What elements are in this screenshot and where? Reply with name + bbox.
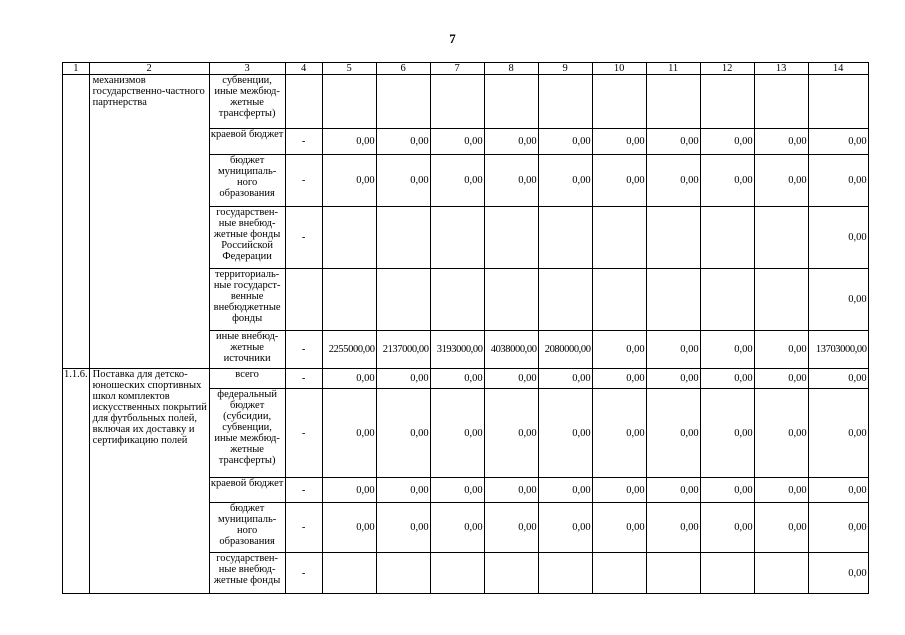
amount-cell (646, 207, 700, 269)
amount-cell: 0,00 (808, 129, 868, 155)
column-4-mark: - (285, 389, 322, 478)
amount-cell (538, 553, 592, 594)
amount-cell: 0,00 (808, 478, 868, 503)
amount-cell: 0,00 (592, 389, 646, 478)
amount-cell: 0,00 (376, 155, 430, 207)
item-name: Поставка для детско-юношеских спортивных школ комплектов искусственных покрытий для футбольных полей, включая их доставку и сертификацию полей (89, 369, 209, 594)
amount-cell: 0,00 (700, 478, 754, 503)
amount-cell (484, 75, 538, 129)
amount-cell (430, 75, 484, 129)
amount-cell: 0,00 (376, 503, 430, 553)
amount-cell: 0,00 (484, 369, 538, 389)
amount-cell: 0,00 (484, 503, 538, 553)
column-4-mark: - (285, 155, 322, 207)
amount-cell: 0,00 (646, 129, 700, 155)
amount-cell: 4038000,00 (484, 331, 538, 369)
amount-cell: 0,00 (430, 369, 484, 389)
amount-cell: 0,00 (646, 369, 700, 389)
amount-cell: 0,00 (376, 369, 430, 389)
amount-cell: 0,00 (646, 503, 700, 553)
amount-cell: 0,00 (754, 129, 808, 155)
header-row (63, 63, 869, 75)
page-number: 7 (449, 31, 456, 46)
amount-cell: 0,00 (754, 503, 808, 553)
amount-cell: 2255000,00 (322, 331, 376, 369)
funding-source: бюджет муниципаль-ного образования (209, 155, 285, 207)
amount-cell: 0,00 (808, 369, 868, 389)
column-header-7: 7 (430, 63, 484, 75)
amount-cell (700, 207, 754, 269)
amount-cell: 0,00 (538, 478, 592, 503)
column-4-mark (285, 75, 322, 129)
amount-cell: 0,00 (376, 129, 430, 155)
amount-cell: 0,00 (700, 129, 754, 155)
column-header-12: 12 (700, 63, 754, 75)
amount-cell: 0,00 (430, 155, 484, 207)
amount-cell (700, 269, 754, 331)
amount-cell (646, 269, 700, 331)
amount-cell (376, 269, 430, 331)
amount-cell: 0,00 (322, 369, 376, 389)
column-header-2: 2 (89, 63, 209, 75)
amount-cell: 0,00 (646, 331, 700, 369)
amount-cell: 0,00 (376, 478, 430, 503)
amount-cell (808, 75, 868, 129)
item-name: механизмов государственно-частного партнерства (89, 75, 209, 369)
amount-cell (484, 269, 538, 331)
column-header-10: 10 (592, 63, 646, 75)
amount-cell: 0,00 (808, 389, 868, 478)
amount-cell: 0,00 (430, 503, 484, 553)
amount-cell: 0,00 (754, 389, 808, 478)
amount-cell: 0,00 (808, 207, 868, 269)
column-4-mark: - (285, 369, 322, 389)
funding-source: федеральный бюджет (субсидии, субвенции, иные межбюд-жетные трансферты) (209, 389, 285, 478)
amount-cell: 0,00 (592, 155, 646, 207)
funding-source: иные внебюд-жетные источники (209, 331, 285, 369)
amount-cell: 2080000,00 (538, 331, 592, 369)
amount-cell (322, 75, 376, 129)
amount-cell: 0,00 (646, 155, 700, 207)
amount-cell: 0,00 (538, 503, 592, 553)
amount-cell (538, 207, 592, 269)
amount-cell: 0,00 (700, 389, 754, 478)
amount-cell (592, 269, 646, 331)
amount-cell: 0,00 (700, 331, 754, 369)
amount-cell: 0,00 (484, 129, 538, 155)
amount-cell (592, 553, 646, 594)
column-header-11: 11 (646, 63, 700, 75)
funding-source: бюджет муниципаль-ного образования (209, 503, 285, 553)
amount-cell: 0,00 (430, 478, 484, 503)
amount-cell: 0,00 (322, 129, 376, 155)
amount-cell (592, 75, 646, 129)
column-4-mark: - (285, 129, 322, 155)
amount-cell: 0,00 (376, 389, 430, 478)
item-number: 1.1.6. (63, 369, 90, 594)
column-header-6: 6 (376, 63, 430, 75)
amount-cell: 0,00 (808, 553, 868, 594)
budget-table (62, 62, 869, 594)
amount-cell: 0,00 (592, 369, 646, 389)
column-4-mark: - (285, 553, 322, 594)
amount-cell: 0,00 (646, 478, 700, 503)
item-number (63, 75, 90, 369)
column-header-14: 14 (808, 63, 868, 75)
amount-cell: 0,00 (538, 155, 592, 207)
amount-cell: 0,00 (430, 129, 484, 155)
column-header-4: 4 (285, 63, 322, 75)
column-4-mark (285, 269, 322, 331)
column-header-3: 3 (209, 63, 285, 75)
table-row (63, 75, 869, 129)
funding-source: государствен-ные внебюд-жетные фонды (209, 553, 285, 594)
amount-cell: 0,00 (322, 155, 376, 207)
funding-source: всего (209, 369, 285, 389)
amount-cell: 0,00 (592, 331, 646, 369)
amount-cell: 0,00 (808, 503, 868, 553)
amount-cell: 0,00 (700, 369, 754, 389)
column-header-5: 5 (322, 63, 376, 75)
amount-cell: 13703000,00 (808, 331, 868, 369)
funding-source: государствен-ные внебюд-жетные фонды Российской Федерации (209, 207, 285, 269)
amount-cell: 0,00 (754, 369, 808, 389)
amount-cell: 0,00 (538, 389, 592, 478)
amount-cell (322, 553, 376, 594)
amount-cell: 0,00 (538, 129, 592, 155)
column-header-1: 1 (63, 63, 90, 75)
amount-cell: 0,00 (592, 478, 646, 503)
amount-cell: 0,00 (808, 269, 868, 331)
amount-cell (322, 207, 376, 269)
amount-cell: 0,00 (538, 369, 592, 389)
amount-cell (376, 75, 430, 129)
amount-cell (754, 553, 808, 594)
table-row (63, 369, 869, 389)
column-4-mark: - (285, 503, 322, 553)
amount-cell: 0,00 (700, 155, 754, 207)
amount-cell: 0,00 (754, 331, 808, 369)
amount-cell (754, 207, 808, 269)
amount-cell: 0,00 (484, 155, 538, 207)
amount-cell: 0,00 (592, 129, 646, 155)
amount-cell: 0,00 (808, 155, 868, 207)
amount-cell (430, 207, 484, 269)
amount-cell: 0,00 (322, 503, 376, 553)
amount-cell (754, 269, 808, 331)
column-4-mark: - (285, 478, 322, 503)
amount-cell: 2137000,00 (376, 331, 430, 369)
amount-cell: 0,00 (322, 478, 376, 503)
amount-cell (484, 207, 538, 269)
amount-cell: 0,00 (322, 389, 376, 478)
funding-source: краевой бюджет (209, 478, 285, 503)
amount-cell (700, 75, 754, 129)
column-4-mark: - (285, 207, 322, 269)
amount-cell (376, 207, 430, 269)
amount-cell: 3193000,00 (430, 331, 484, 369)
table-body (63, 63, 869, 594)
funding-source: территориаль-ные государст-венные внебюджетные фонды (209, 269, 285, 331)
amount-cell: 0,00 (754, 155, 808, 207)
column-header-9: 9 (538, 63, 592, 75)
column-header-8: 8 (484, 63, 538, 75)
amount-cell (538, 269, 592, 331)
amount-cell: 0,00 (592, 503, 646, 553)
amount-cell (592, 207, 646, 269)
amount-cell (430, 269, 484, 331)
amount-cell: 0,00 (484, 478, 538, 503)
amount-cell (484, 553, 538, 594)
amount-cell: 0,00 (700, 503, 754, 553)
amount-cell (376, 553, 430, 594)
amount-cell (538, 75, 592, 129)
amount-cell: 0,00 (430, 389, 484, 478)
amount-cell: 0,00 (646, 389, 700, 478)
amount-cell (646, 553, 700, 594)
amount-cell (646, 75, 700, 129)
funding-source: субвенции, иные межбюд-жетные трансферты) (209, 75, 285, 129)
funding-source: краевой бюджет (209, 129, 285, 155)
amount-cell (430, 553, 484, 594)
amount-cell (700, 553, 754, 594)
amount-cell (322, 269, 376, 331)
amount-cell: 0,00 (484, 389, 538, 478)
column-4-mark: - (285, 331, 322, 369)
amount-cell: 0,00 (754, 478, 808, 503)
amount-cell (754, 75, 808, 129)
column-header-13: 13 (754, 63, 808, 75)
